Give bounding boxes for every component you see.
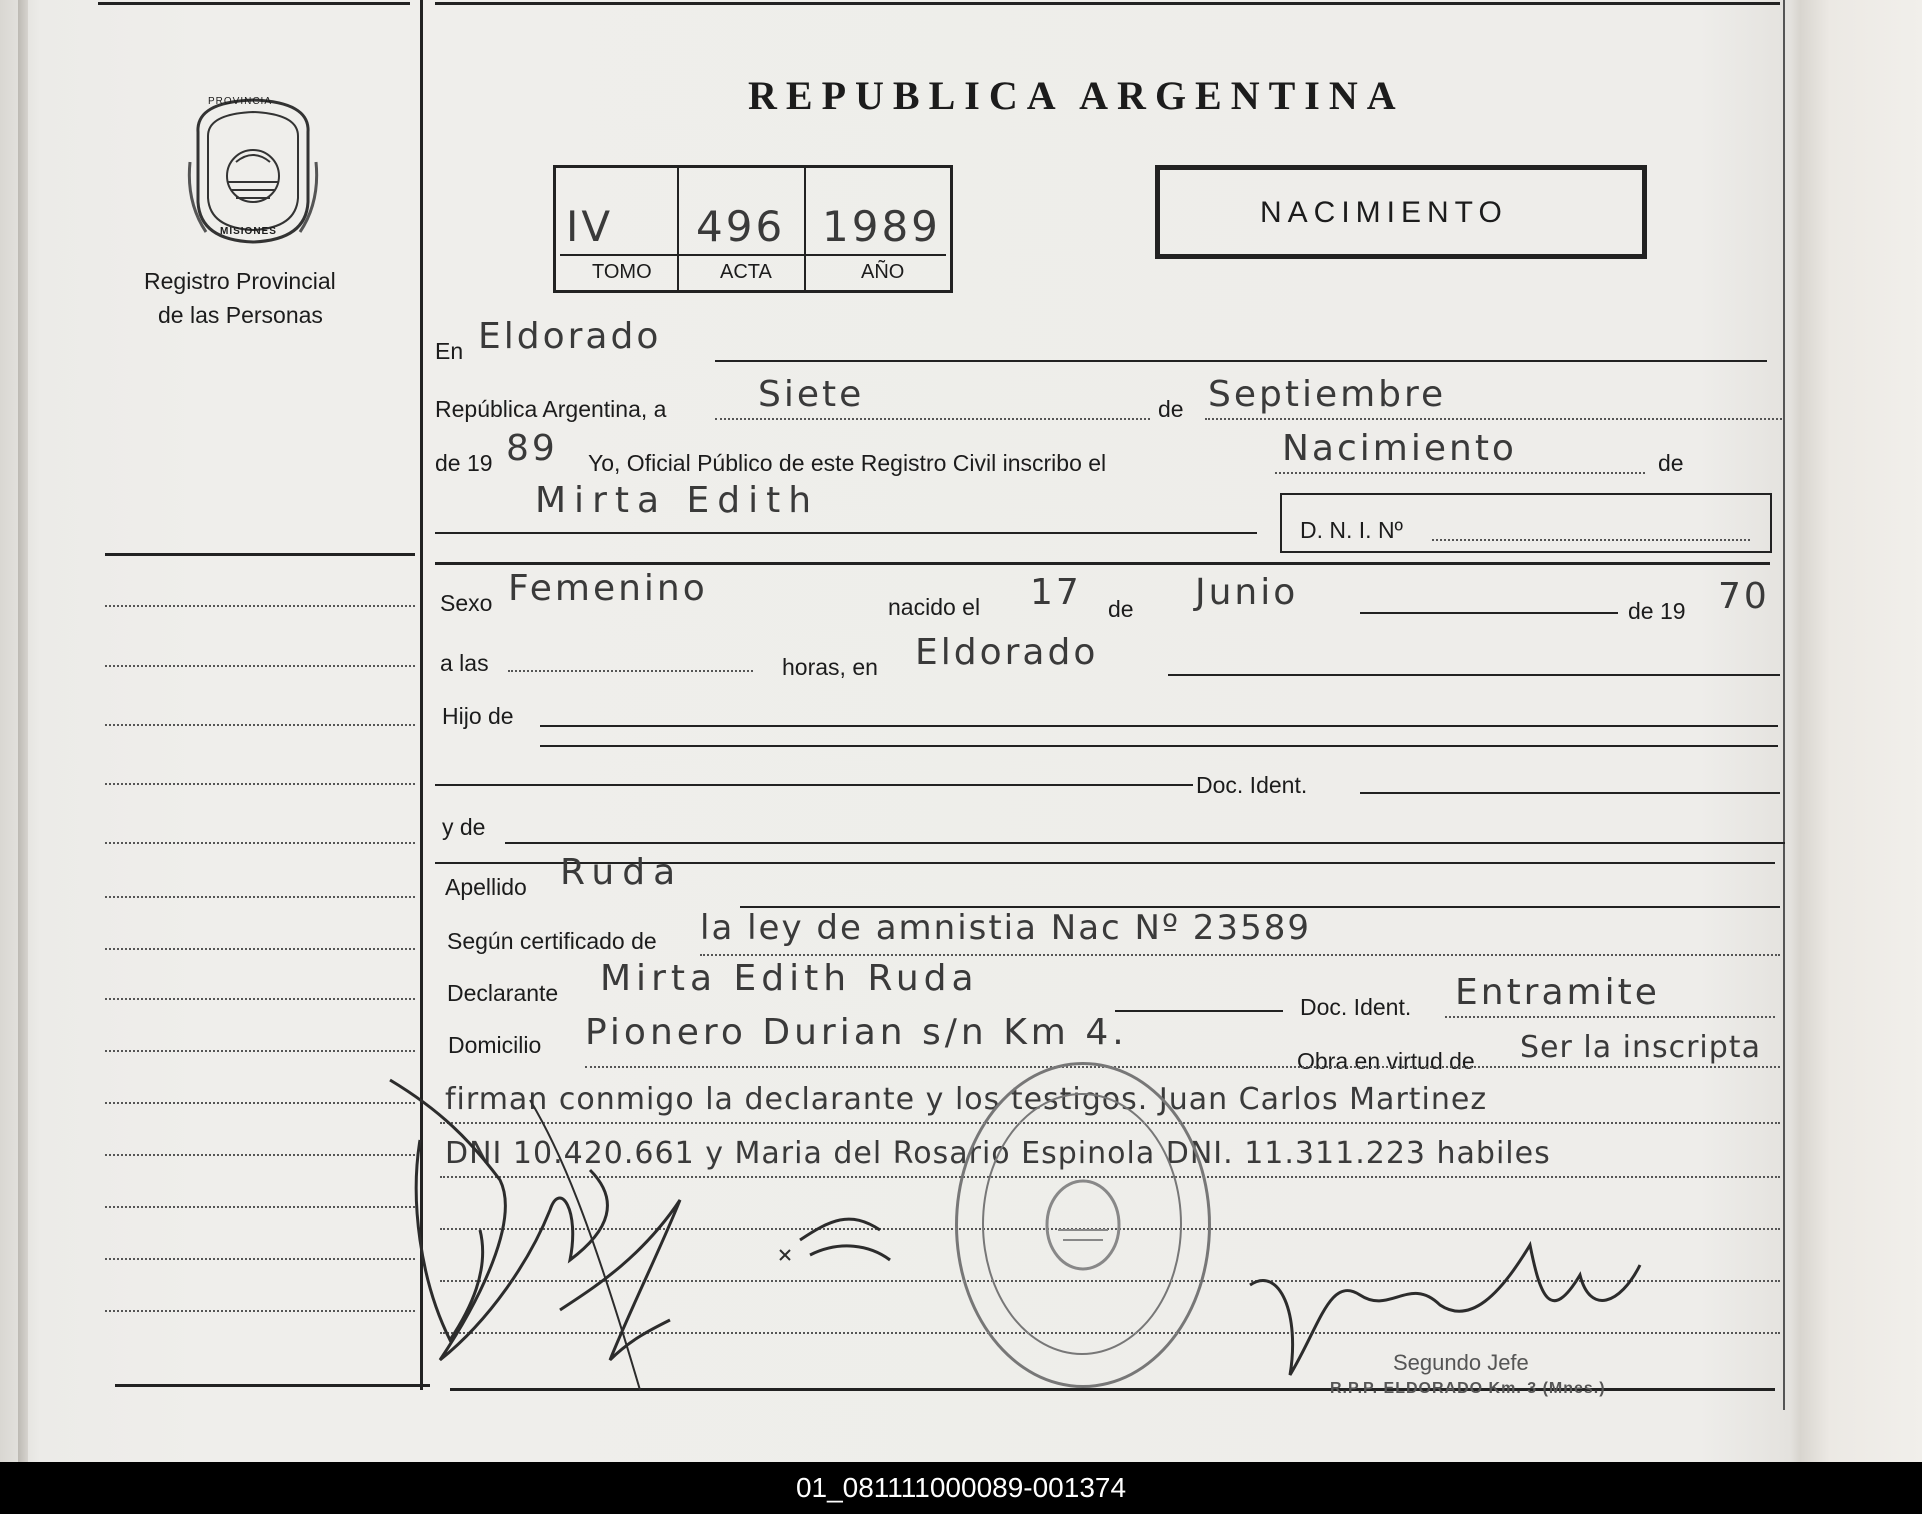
mes-value: Septiembre [1208, 374, 1447, 415]
anio-inscripcion-value: 89 [506, 428, 558, 469]
de2-label: de [1658, 450, 1684, 476]
left-margin-line [105, 665, 415, 667]
stamp-title: Segundo Jefe [1393, 1350, 1529, 1375]
left-margin-line [105, 1206, 415, 1208]
witness-signatures [380, 1060, 900, 1420]
obra-value: Ser la inscripta [1520, 1030, 1761, 1065]
en-value: Eldorado [478, 316, 662, 357]
horas-label: horas, en [782, 654, 878, 680]
left-margin-line [105, 1154, 415, 1156]
docident2-line [1445, 1016, 1775, 1018]
acto-line [1275, 472, 1645, 474]
apellido-value: Ruda [560, 852, 684, 893]
right-border [1783, 0, 1785, 1410]
docident2-label: Doc. Ident. [1300, 994, 1412, 1020]
nac-anio-value: 70 [1718, 576, 1770, 617]
yde-label: y de [442, 814, 486, 840]
dni-line [1432, 539, 1750, 541]
note-line-2: DNI 10.420.661 y Maria del Rosario Espinola DNI. 11.311.223 habiles [445, 1136, 1551, 1171]
left-margin-line [105, 1102, 415, 1104]
dia-line [715, 418, 1150, 420]
anio-value: 1989 [822, 202, 941, 251]
seal-emblem-icon [1038, 1175, 1128, 1275]
nombre-line [435, 532, 1257, 534]
official-seal-icon [955, 1062, 1211, 1388]
en-line [715, 360, 1767, 362]
de19b-label: de 19 [1628, 598, 1686, 624]
declarante-line [1115, 1010, 1283, 1012]
apellido-label: Apellido [445, 874, 527, 900]
left-margin-line [105, 1310, 415, 1312]
tomo-label: TOMO [592, 261, 652, 283]
hijo-line [540, 725, 1778, 727]
declarante-value: Mirta Edith Ruda [600, 958, 979, 999]
record-box-underline [560, 254, 946, 256]
de3-label: de [1108, 596, 1134, 622]
segun-value: la ley de amnistia Nac Nº 23589 [700, 908, 1311, 948]
left-margin-line [105, 896, 415, 898]
dia-value: Siete [758, 374, 865, 415]
sexo-value: Femenino [508, 568, 708, 609]
image-id-caption: 01_081111000089-001374 [0, 1462, 1922, 1514]
record-box-divider [677, 168, 679, 290]
republica-label: República Argentina, a [435, 396, 667, 422]
nacido-label: nacido el [888, 594, 981, 620]
lugar-value: Eldorado [915, 632, 1099, 673]
seal-top-text: PROVINCIA [208, 96, 273, 107]
sexo-label: Sexo [440, 590, 493, 616]
obra-label: Obra en virtud de [1297, 1048, 1475, 1074]
tomo-value: IV [566, 202, 614, 251]
seal-bottom-text: MISIONES [220, 226, 277, 237]
docident1-label: Doc. Ident. [1196, 772, 1308, 798]
yde-line [505, 842, 1785, 844]
nac-mes-value: Junio [1195, 572, 1299, 613]
anio-label: AÑO [861, 261, 905, 283]
alas-label: a las [440, 650, 489, 676]
registry-name-line2: de las Personas [158, 302, 323, 328]
docident1-line [1360, 792, 1780, 794]
left-margin-line [105, 1050, 415, 1052]
record-type-box [1155, 165, 1647, 259]
segun-label: Según certificado de [447, 928, 657, 954]
de19-label: de 19 [435, 450, 493, 476]
left-margin-line [105, 783, 415, 785]
left-margin-line [105, 1258, 415, 1260]
page-title: REPUBLICA ARGENTINA [748, 73, 1405, 118]
nombre-value: Mirta Edith [535, 480, 820, 521]
left-margin-line [105, 605, 415, 607]
hijo-line-3 [435, 784, 1193, 786]
binding-edge [18, 0, 28, 1462]
horas-line [508, 670, 753, 672]
record-box-divider [804, 168, 806, 290]
left-margin-line [105, 842, 415, 844]
en-label: En [435, 338, 464, 364]
acta-value: 496 [696, 202, 786, 251]
record-number-box [553, 165, 953, 293]
section-rule [435, 562, 1770, 565]
mes-line [1205, 418, 1785, 420]
left-margin-line [105, 998, 415, 1000]
lugar-line [1168, 674, 1780, 676]
nac-dia-value: 17 [1030, 572, 1082, 613]
dni-label: D. N. I. Nº [1300, 517, 1403, 543]
yo-label: Yo, Oficial Público de este Registro Civil inscribo el [588, 450, 1107, 476]
provincial-seal-icon [186, 92, 320, 248]
docident2-value: Entramite [1455, 972, 1660, 1013]
registry-name-line1: Registro Provincial [144, 268, 336, 294]
left-margin-line [105, 724, 415, 726]
domicilio-label: Domicilio [448, 1032, 542, 1058]
acta-label: ACTA [720, 261, 772, 283]
de-label: de [1158, 396, 1184, 422]
left-margin-line [105, 948, 415, 950]
segun-line [700, 954, 1780, 956]
nac-mes-line [1360, 612, 1618, 614]
top-rule-right [435, 2, 1780, 5]
hijo-line-2 [540, 745, 1778, 747]
left-panel-rule [105, 553, 415, 556]
acto-value: Nacimiento [1282, 428, 1517, 469]
note-line-1: firman conmigo la declarante y los testigos. Juan Carlos Martinez [445, 1082, 1488, 1117]
dni-box [1280, 493, 1772, 553]
domicilio-value: Pionero Durian s/n Km 4. [585, 1012, 1128, 1053]
top-rule-left [98, 2, 410, 5]
declarante-label: Declarante [447, 980, 559, 1006]
record-type-label: NACIMIENTO [1260, 196, 1508, 229]
hijo-label: Hijo de [442, 703, 514, 729]
stamp-location: R.P.P. ELDORADO Km. 3 (Mnes.) [1330, 1380, 1606, 1397]
